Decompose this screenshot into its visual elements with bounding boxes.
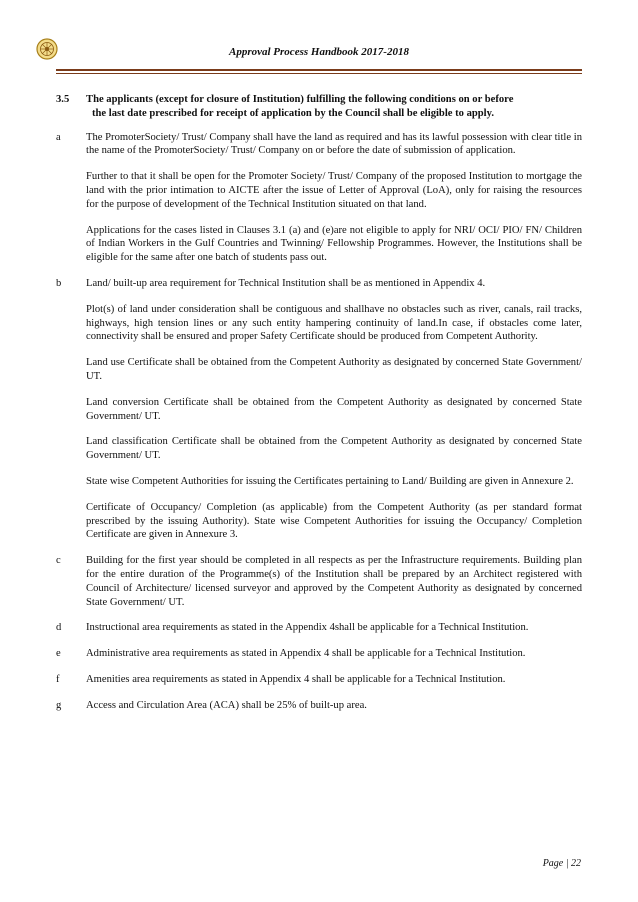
item-label: c — [56, 555, 61, 567]
paragraph: Plot(s) of land under consideration shall be contiguous and shallhave no obstacles such as river, canals, rail tracks, highways, high tension lines or any such entity hampering continuity of land.In case, if obstacles come later, connectivity shall be ensured and proper Safety Certificate should be produced from Competent Authority. — [86, 303, 582, 343]
document-body — [56, 93, 582, 725]
item-label: g — [56, 699, 62, 711]
paragraph: Administrative area requirements as stated in Appendix 4 shall be applicable for a Technical Institution. — [86, 648, 526, 660]
section-heading — [56, 93, 582, 121]
paragraph: Applications for the cases listed in Clauses 3.1 (a) and (e)are not eligible to apply for NRI/ OCI/ PIO/ FN/ Children of Indian Workers in the Gulf Countries and Twinning/ Fellowship Programmes. However, the Institutions shall be eligible for the same after one batch of students pass out. — [86, 224, 582, 264]
item-label: a — [56, 131, 61, 143]
list-item-c — [56, 554, 582, 621]
paragraph: Amenities area requirements as stated in Appendix 4 shall be applicable for a Technical Institution. — [86, 673, 506, 685]
section-heading-line1: The applicants (except for closure of Institution) fulfilling the following conditions on or before — [86, 94, 514, 105]
paragraph: The PromoterSociety/ Trust/ Company shall have the land as required and has its lawful possession with clear title in the name of the PromoterSociety/ Trust/ Company on or before the date of submission of application. — [86, 131, 582, 157]
list-item-b — [56, 277, 582, 554]
paragraph: Building for the first year should be completed in all respects as per the Infrastructure requirements. Building plan for the entire duration of the Programme(s) of the Institution shall be prepared by an Architect registered with Council of Architecture/ licensed surveyor and approved by the Competent Authority as designated by concerned State Government/ UT. — [86, 555, 582, 608]
paragraph: Land use Certificate shall be obtained from the Competent Authority as designated by concerned State Government/ UT. — [86, 357, 582, 382]
header-rule-thick — [56, 69, 582, 71]
section-heading-line2: the last date prescribed for receipt of application by the Council shall be eligible to apply. — [92, 107, 494, 119]
list-item-g — [56, 699, 582, 725]
paragraph: Land/ built-up area requirement for Technical Institution shall be as mentioned in Appendix 4. — [86, 277, 486, 289]
list-item-a — [56, 131, 582, 277]
list-item-d — [56, 621, 582, 647]
page-header — [0, 38, 638, 68]
paragraph: Access and Circulation Area (ACA) shall be 25% of built-up area. — [86, 699, 367, 711]
item-label: f — [56, 673, 60, 685]
paragraph: Land conversion Certificate shall be obtained from the Competent Authority as designated by concerned State Government/ UT. — [86, 396, 582, 422]
paragraph: Land classification Certificate shall be obtained from the Competent Authority as designated by concerned State Government/ UT. — [86, 436, 582, 462]
section-number: 3.5 — [56, 94, 70, 105]
item-label: b — [56, 277, 62, 289]
paragraph: Instructional area requirements as stated in the Appendix 4shall be applicable for a Technical Institution. — [86, 622, 529, 634]
page-number: Page | 22 — [542, 858, 581, 869]
item-label: e — [56, 648, 61, 660]
paragraph: Further to that it shall be open for the Promoter Society/ Trust/ Company of the proposed Institution to mortgage the land with the prior intimation to AICTE after the issue of Letter of Approval (LoA), only for raising the resources for the purpose of development of the Technical Institution situated on that land. — [86, 171, 582, 210]
header-title: Approval Process Handbook 2017-2018 — [229, 46, 409, 58]
item-label: d — [56, 622, 62, 634]
list-item-e — [56, 647, 582, 673]
header-rule-thin — [56, 73, 582, 74]
list-item-f — [56, 673, 582, 699]
paragraph: State wise Competent Authorities for issuing the Certificates pertaining to Land/ Building are given in Annexure 2. — [86, 475, 574, 487]
paragraph: Certificate of Occupancy/ Completion (as applicable) from the Competent Authority (as per standard format prescribed by the issuing Authority). State wise Competent Authorities for issuing the Occupancy/ Completion Certificate are given in Annexure 3. — [86, 501, 582, 541]
